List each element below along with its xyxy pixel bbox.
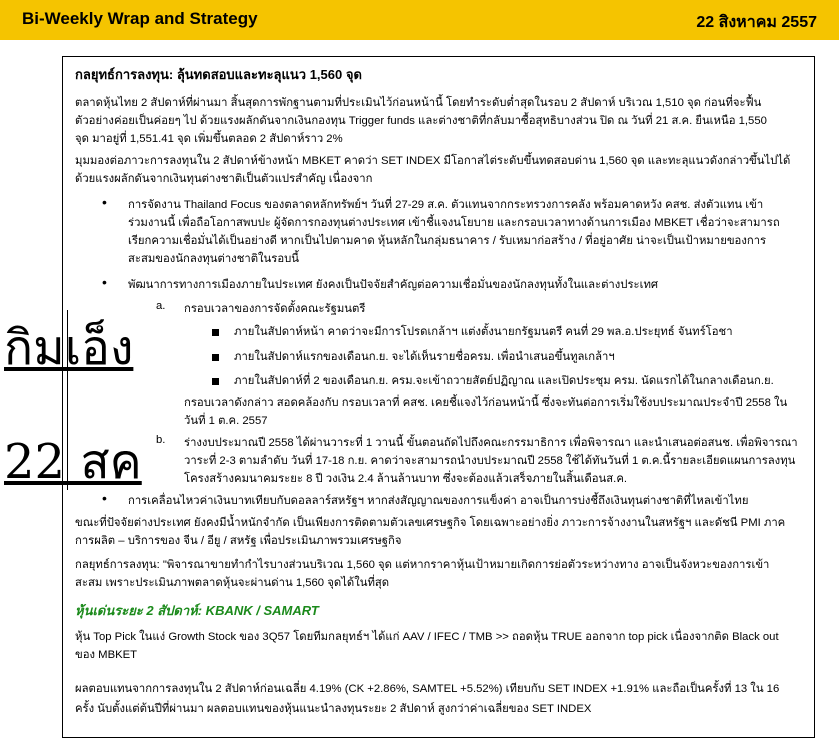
p5-line-2: ของ MBKET: [75, 649, 138, 661]
sq3-line: ภายในสัปดาห์ที่ 2 ของเดือนก.ย. ครม.จะเข้าถวายสัตย์ปฏิญาณ และเปิดประชุม ครม. นัดแรกได้ในกลางเดือนก.ย.: [234, 375, 774, 387]
p4-line-2: สะสม เพราะประเมินภาพตลาดหุ้นจะผ่านด่าน 1,560 จุดได้ในที่สุด: [75, 577, 390, 589]
p6-line-1: ผลตอบแทนจากการลงทุนใน 2 สัปดาห์ก่อนเฉลี่ย 4.19% (CK +2.86%, SAMTEL +5.52%) เทียบกับ SET INDEX +1.91% และถือเป็นครั้งที่ 13 ใน 16: [75, 683, 780, 695]
p3-line-1: ขณะที่ปัจจัยต่างประเทศ ยังคงมีน้ำหนักจำกัด เป็นเพียงการติดตามตัวเลขเศรษฐกิจ โดยเฉพาะอย่างยิ่ง ภาวะการจ้างงานในสหรัฐฯ และดัชนี PMI ภาค: [75, 517, 786, 529]
square-bullet: [212, 329, 219, 336]
b1-line-3: เรียกความเชื่อมั่นได้เป็นอย่างดี หากเป็นไปตามคาด หุ้นหลักในกลุ่มธนาคาร / รับเหมาก่อสร้าง / ที่อยู่อาศัย น่าจะเป็นเป้าหมายของการ: [128, 235, 767, 247]
sub-a-marker: a.: [156, 300, 166, 312]
p1-line-3: จุด มาอยู่ที่ 1,551.41 จุด เพิ่มขึ้นตลอด 2 สัปดาห์ราว 2%: [75, 133, 343, 145]
p6-line-2: ครั้ง นับตั้งแต่ต้นปีที่ผ่านมา ผลตอบแทนของหุ้นแนะนำลงทุนระยะ 2 สัปดาห์ สูงกว่าค่าเฉลี่ยของ SET INDEX: [75, 703, 592, 715]
p2-line-2: ด้วยแรงผลักดันจากเงินทุนต่างชาติเป็นตัวแปรสำคัญ เนื่องจาก: [75, 173, 373, 185]
b-line-3: โครงสร้างคมนาคมระยะ 8 ปี วงเงิน 2.4 ล้านล้านบาท ซึ่งจะต้องแล้วเสร็จภายในสิ้นเดือนส.ค.: [184, 473, 628, 485]
report-title: Bi-Weekly Wrap and Strategy: [22, 9, 258, 28]
sub-b-marker: b.: [156, 434, 166, 446]
a-after-line-2: วันที่ 1 ต.ค. 2557: [184, 415, 268, 427]
bullet-dot: •: [102, 490, 107, 506]
stamp-text-date: 22 สค: [4, 434, 142, 490]
b2-line: พัฒนาการทางการเมืองภายในประเทศ ยังคงเป็นปัจจัยสำคัญต่อความเชื่อมั่นของนักลงทุนทั้งในและต่างประเทศ: [128, 279, 659, 291]
a-after-line-1: กรอบเวลาดังกล่าว สอดคล้องกับ กรอบเวลาที่ คสช. เคยชี้แจงไว้ก่อนหน้านี้ ซึ่งจะทันต่อการเริ่มใช้งบประมาณประจำปี 2558 ใน: [184, 397, 788, 409]
square-bullet: [212, 378, 219, 385]
bullet-dot: •: [102, 194, 107, 210]
b1-line-4: สะสมของนักลงทุนต่างชาติในรอบนี้: [128, 253, 300, 265]
p1-line-1: ตลาดหุ้นไทย 2 สัปดาห์ที่ผ่านมา สิ้นสุดการพักฐานตามที่ประเมินไว้ก่อนหน้านี้ โดยทำระดับต่ำสุดในรอบ 2 สัปดาห์ บริเวณ 1,510 จุด ก่อนที่จะฟื้น: [75, 97, 762, 109]
p2-line-1: มุมมองต่อภาวะการลงทุนใน 2 สัปดาห์ข้างหน้า MBKET คาดว่า SET INDEX มีโอกาสไต่ระดับขึ้นทดสอบด่าน 1,560 จุด และทะลุแนวดังกล่าวขึ้นไปได้: [75, 155, 791, 167]
report-date: 22 สิงหาคม 2557: [696, 14, 817, 31]
b1-line-2: ร่วมงานนี้ เพื่อถือโอกาสพบปะ ผู้จัดการกองทุนต่างประเทศ เข้าชี้แจงนโยบาย และกรอบเวลาทางด้านการเมือง MBKET เชื่อว่าจะสามารถ: [128, 217, 780, 229]
p4-line-1: กลยุทธ์การลงทุน: "พิจารณาขายทำกำไรบางส่วนบริเวณ 1,560 จุด แต่หากราคาหุ้นเป้าหมายเกิดการย่อตัวระหว่างทาง อาจเป็นจังหวะของการเข้า: [75, 559, 770, 571]
b3-line: การเคลื่อนไหวค่าเงินบาทเทียบกับดอลลาร์สหรัฐฯ หากส่งสัญญาณของการแข็งค่า อาจเป็นการบ่งชี้ถึงเงินทุนต่างชาติที่ไหลเข้าไทย: [128, 495, 749, 507]
b-line-1: ร่างงบประมาณปี 2558 ได้ผ่านวาระที่ 1 วานนี้ ขั้นตอนถัดไปถึงคณะกรรมาธิการ เพื่อพิจารณา และนำเสนอต่อสนช. เพื่อพิจารณา: [184, 437, 798, 449]
sub-a-title: กรอบเวลาของการจัดตั้งคณะรัฐมนตรี: [184, 303, 366, 315]
strategy-heading: กลยุทธ์การลงทุน: ลุ้นทดสอบและทะลุแนว 1,560 จุด: [75, 67, 362, 82]
p3-line-2: การผลิต – บริการของ จีน / อียู / สหรัฐ เพื่อประเมินภาพรวมเศรษฐกิจ: [75, 535, 402, 547]
stamp-text-name: กิมเอ็ง: [4, 320, 134, 376]
sq1-line: ภายในสัปดาห์หน้า คาดว่าจะมีการโปรดเกล้าฯ แต่งตั้งนายกรัฐมนตรี คนที่ 29 พล.อ.ประยุทธ์ จันทร์โอชา: [234, 326, 733, 338]
p5-line-1: หุ้น Top Pick ในแง่ Growth Stock ของ 3Q57 โดยทีมกลยุทธ์ฯ ได้แก่ AAV / IFEC / TMB >> ถอดหุ้น TRUE ออกจาก top pick เนื่องจากติด Black out: [75, 631, 779, 643]
b-line-2: วาระที่ 2-3 ตามลำดับ วันที่ 17-18 ก.ย. คาดว่าจะสามารถนำงบประมาณปี 2558 ใช้ได้ทันวันที่ 1 ต.ค.นี้รายละเอียดแผนการลงทุน: [184, 455, 796, 467]
square-bullet: [212, 354, 219, 361]
sq2-line: ภายในสัปดาห์แรกของเดือนก.ย. จะได้เห็นรายชื่อครม. เพื่อนำเสนอขึ้นทูลเกล้าฯ: [234, 351, 615, 363]
top-picks-heading: หุ้นเด่นระยะ 2 สัปดาห์: KBANK / SAMART: [75, 603, 319, 618]
header-bar: [0, 0, 839, 40]
p1-line-2: ตัวอย่างค่อยเป็นค่อยๆ ไป ด้วยแรงผลักดันจากเงินกองทุน Trigger funds และต่างชาติที่กลับมาซื้อสุทธิบางส่วน ปิด ณ วันที่ 21 ส.ค. ยืนเหนือ 1,550: [75, 115, 767, 127]
bullet-dot: •: [102, 274, 107, 290]
b1-line-1: การจัดงาน Thailand Focus ของตลาดหลักทรัพย์ฯ วันที่ 27-29 ส.ค. ตัวแทนจากกระทรวงการคลัง พร้อมคาดหวัง คสช. ส่งตัวแทน เข้า: [128, 199, 764, 211]
